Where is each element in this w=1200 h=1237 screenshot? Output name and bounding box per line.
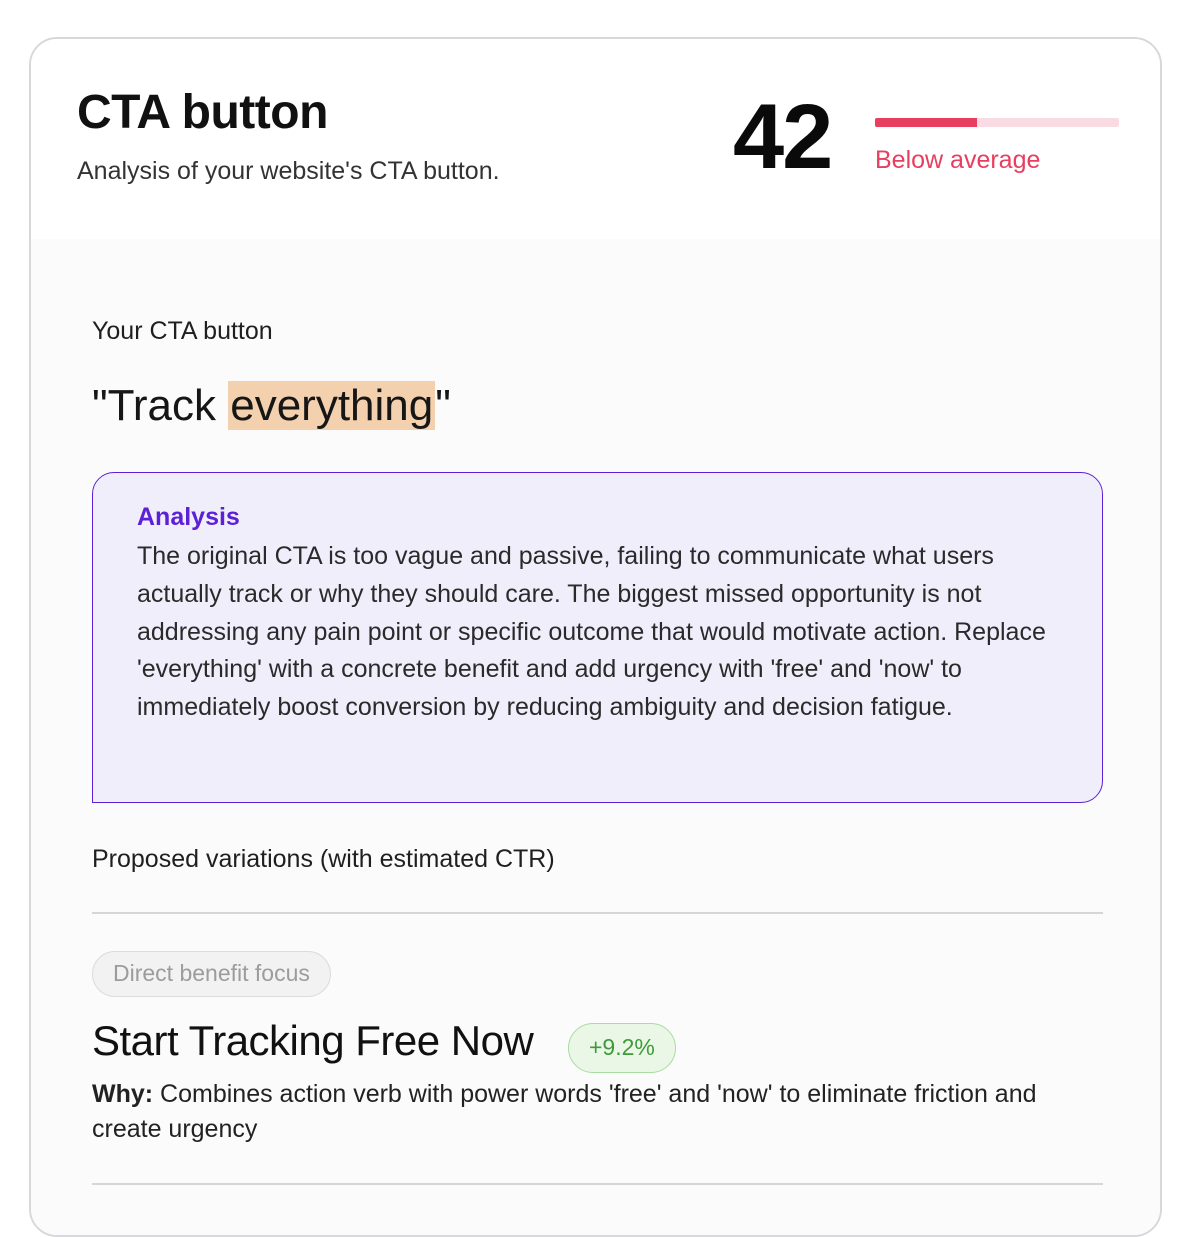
score-value: 42 (733, 86, 832, 188)
proposed-variations-label: Proposed variations (with estimated CTR) (92, 845, 555, 873)
card-title: CTA button (77, 86, 328, 139)
why-text: Combines action verb with power words 'free' and 'now' to eliminate friction and create urgency (92, 1080, 1037, 1143)
card-header (31, 39, 1160, 241)
divider (92, 912, 1103, 914)
why-label: Why: (92, 1080, 154, 1108)
analysis-text: The original CTA is too vague and passive, failing to communicate what users actually track or why they should care. The biggest missed opportunity is not addressing any pain point or specific outcome that would motivate action. Replace 'everything' with a concrete benefit and add urgency with 'free' and 'now' to immediately boost conversion by reducing ambiguity and decision fatigue. (137, 542, 1046, 722)
analysis-box (92, 472, 1103, 803)
cta-quote-close: " (435, 381, 451, 430)
analysis-title: Analysis (137, 503, 240, 531)
variation-title: Start Tracking Free Now (92, 1017, 534, 1064)
score-progress-fill (875, 118, 977, 127)
variation-rationale (92, 1077, 1103, 1147)
card-body (31, 239, 1160, 1235)
your-cta-label: Your CTA button (92, 317, 273, 345)
score-rating-label: Below average (875, 146, 1041, 174)
ctr-delta-badge: +9.2% (568, 1023, 676, 1073)
cta-quote-open: "Track (92, 381, 229, 430)
variation-category-tag: Direct benefit focus (92, 951, 331, 997)
current-cta-text (92, 381, 451, 431)
cta-analysis-card (29, 37, 1162, 1237)
cta-highlighted-word: everything (230, 381, 434, 430)
card-subtitle: Analysis of your website's CTA button. (77, 157, 500, 185)
score-progress-bar (875, 118, 1119, 127)
